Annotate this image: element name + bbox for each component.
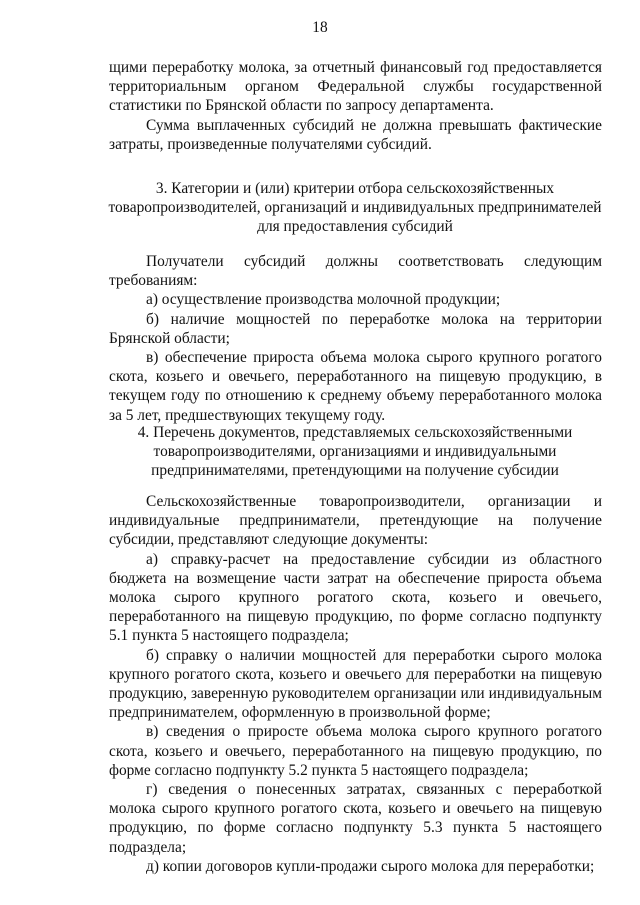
section-4-item: д) копии договоров купли-продажи сырого молока для переработки; xyxy=(146,857,595,875)
section-4-item: б) справку о наличии мощностей для переработки сырого молока крупного рогатого скота, козьего и овечьего для переработки на пищевую продукцию, заверенную руководителем организации или индивидуальным предпринимателем, оформленную в произвольной форме; xyxy=(109,646,602,722)
section-4-item: г) сведения о понесенных затратах, связанных с переработкой молока сырого крупного рогатого скота, козьего и овечьего на пищевую продукцию, по форме согласно подпункту 5.3 пункта 5 настоящего подраздела; xyxy=(109,781,602,856)
section-3-heading xyxy=(100,179,610,237)
section-3-heading-line: 3. Категории и (или) критерии отбора сельскохозяйственных xyxy=(155,180,555,197)
section-3-heading-line: товаропроизводителей, организаций и индивидуальных предпринимателей xyxy=(108,199,602,217)
section-4-body xyxy=(109,492,602,876)
section-3-body xyxy=(109,252,602,425)
section-4-heading-line: товаропроизводителями, организациями и индивидуальными xyxy=(153,443,557,461)
section-4-item: а) справку-расчет на предоставление субсидии из областного бюджета на возмещение части затрат на обеспечение прироста объема молока сырого крупного рогатого скота, козьего и овечьего, переработанного на пищевую продукцию, по форме согласно подпункту 5.1 пункта 5 настоящего подраздела; xyxy=(109,550,602,645)
section-4-heading-line: предпринимателями, претендующими на получение субсидии xyxy=(151,462,559,480)
page-number: 18 xyxy=(312,19,328,36)
section-3-lead: Получатели субсидий должны соответствовать следующим требованиям: xyxy=(109,253,602,290)
section-4-lead: Сельскохозяйственные товаропроизводители, организации и индивидуальные предприниматели, претендующие на получение субсидии, представляют следующие документы: xyxy=(109,493,602,549)
intro-paragraph-2: Сумма выплаченных субсидий не должна превышать фактические затраты, произведенные получателями субсидий. xyxy=(109,116,602,153)
section-3-item: в) обеспечение прироста объема молока сырого крупного рогатого скота, козьего и овечьего, переработанного на пищевую продукцию, в текущем году по отношению к среднему объему переработанного молока за 5 лет, предшествующих текущему году. xyxy=(109,349,602,424)
section-4-heading-line: 4. Перечень документов, представляемых сельскохозяйственными xyxy=(137,424,573,441)
intro-block xyxy=(109,58,602,154)
intro-paragraph-1: щими переработку молока, за отчетный финансовый год предоставляется территориальным органом Федеральной службы государственной статистики по Брянской области по запросу департамента. xyxy=(109,59,602,115)
section-4-item: в) сведения о приросте объема молока сырого крупного рогатого скота, козьего и овечьего, переработанного на пищевую продукцию, по форме согласно подпункту 5.2 пункта 5 настоящего подраздела; xyxy=(109,723,602,779)
section-3-item: б) наличие мощностей по переработке молока на территории Брянской области; xyxy=(109,310,602,347)
section-3-heading-line: для предоставления субсидий xyxy=(257,218,453,236)
section-4-heading xyxy=(100,423,610,481)
section-3-item: а) осуществление производства молочной продукции; xyxy=(146,291,501,309)
